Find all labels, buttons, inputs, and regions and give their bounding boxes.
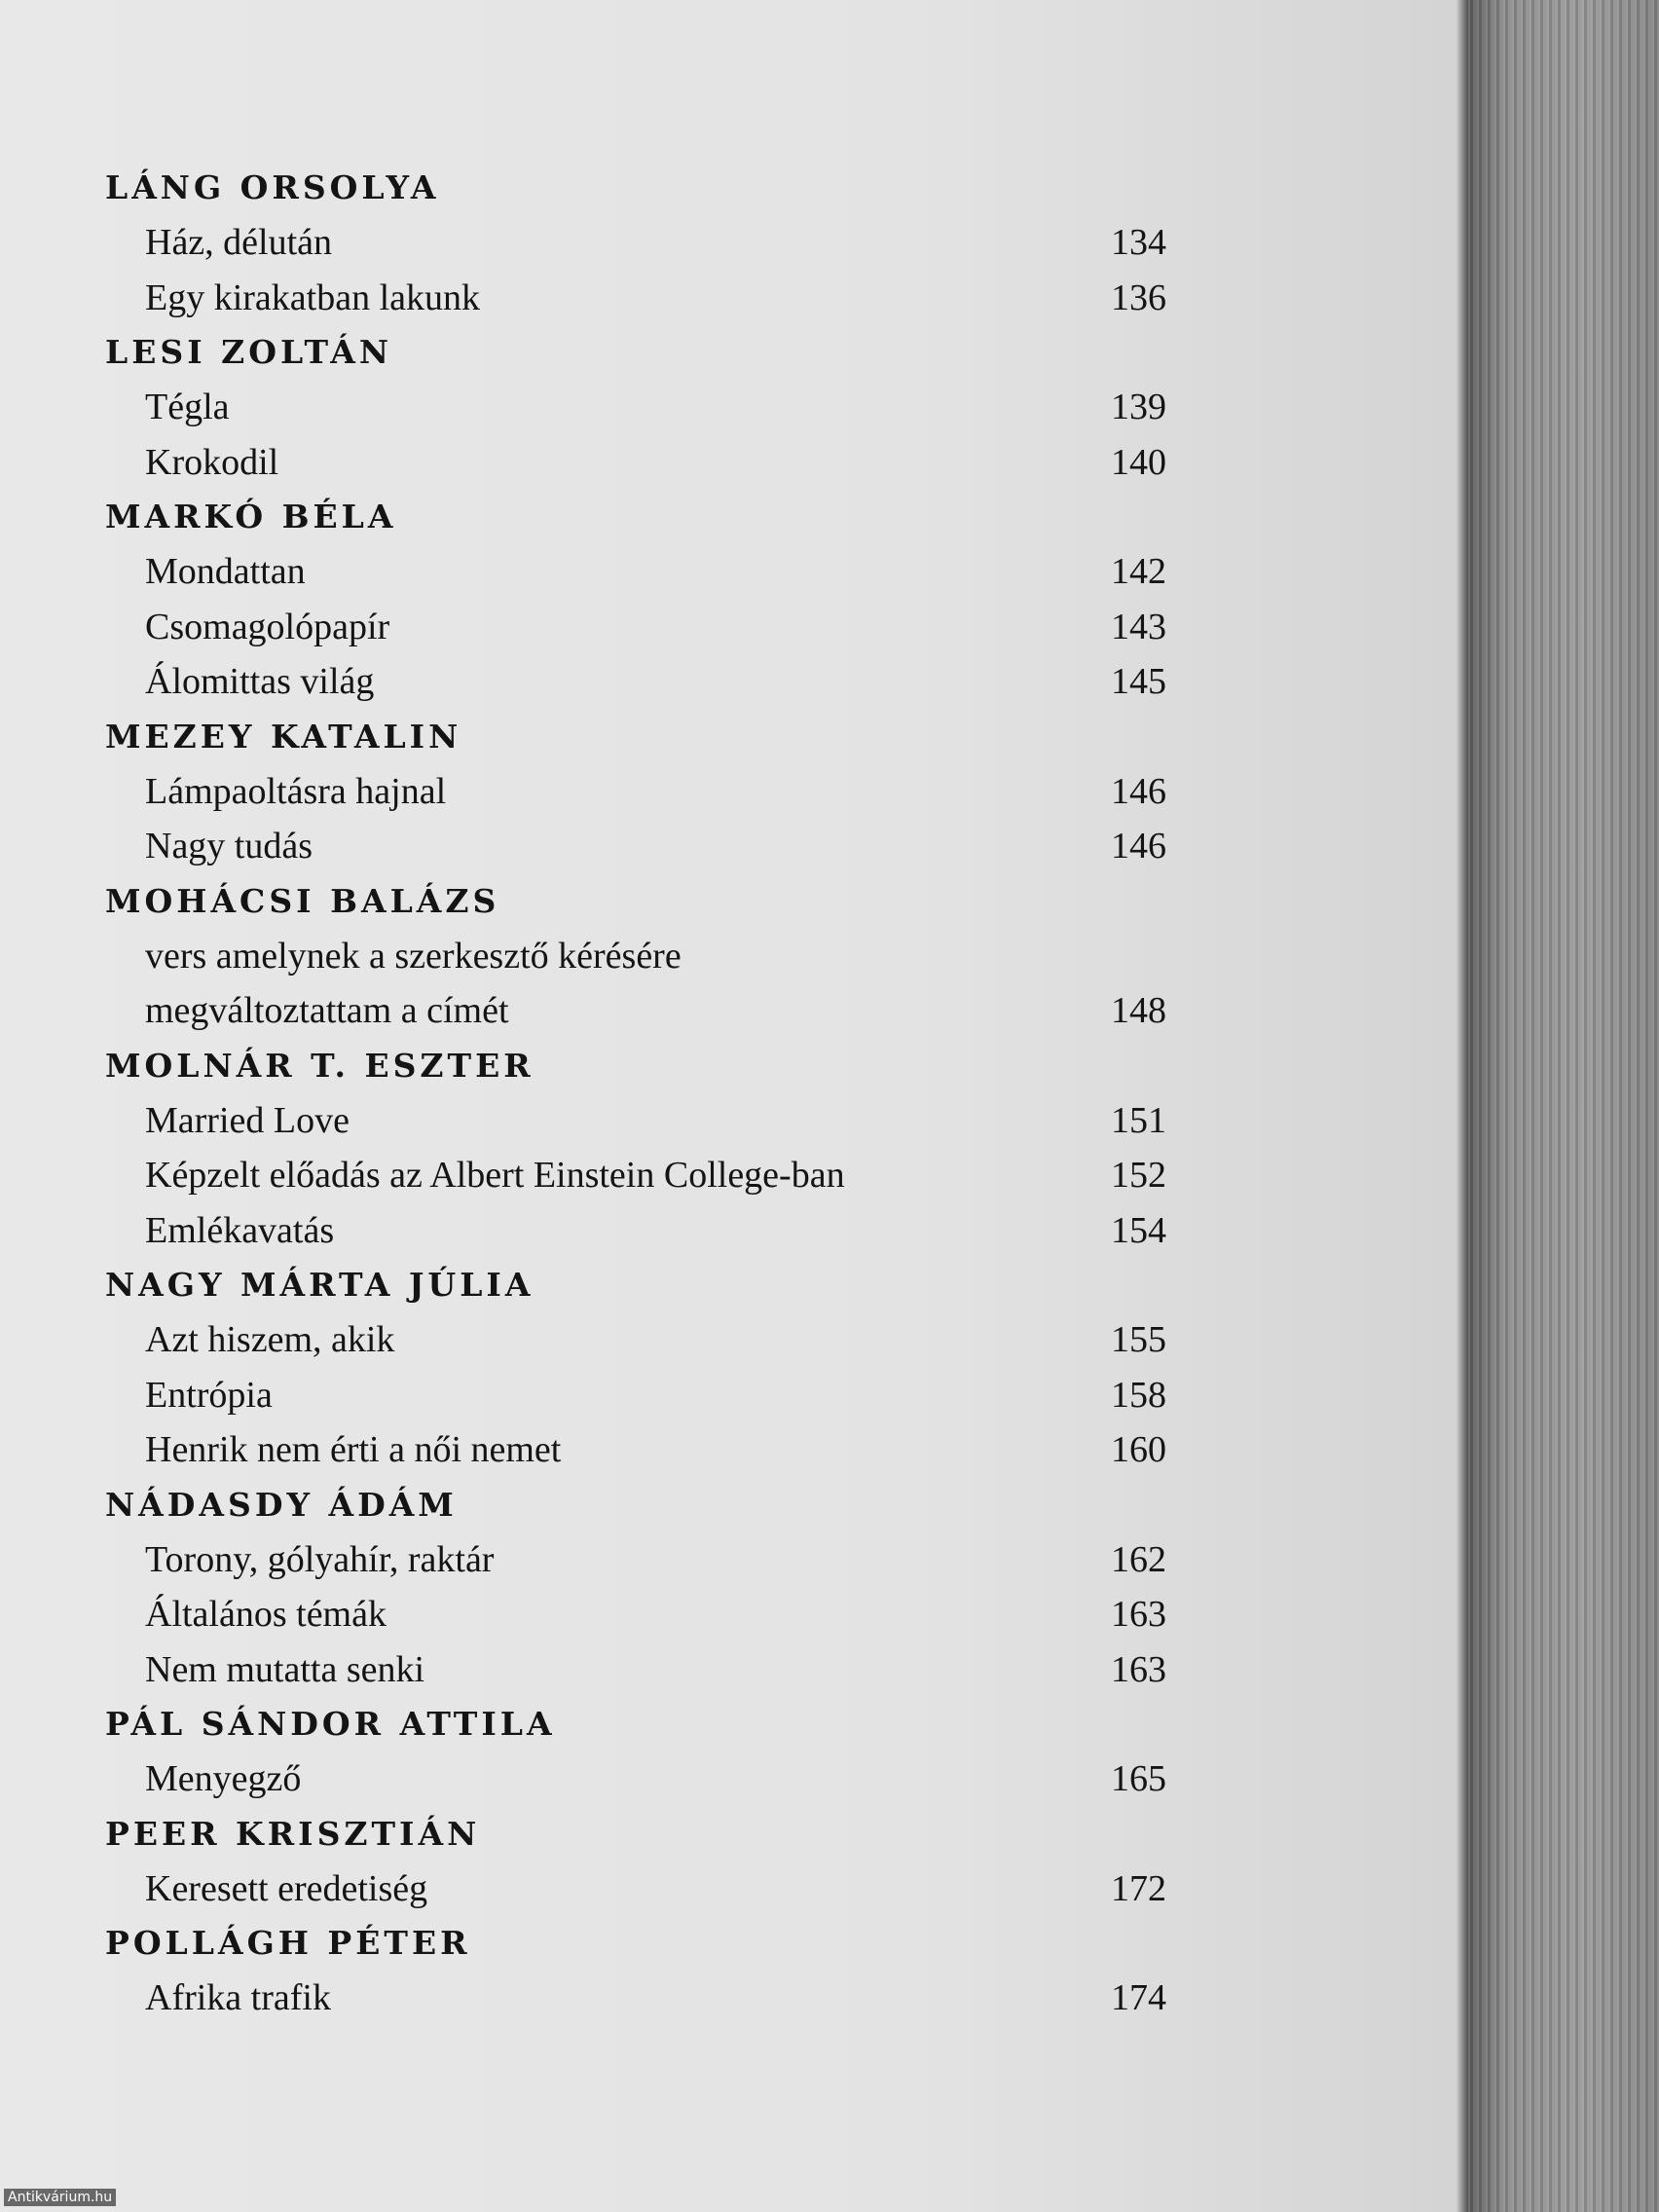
toc-entry <box>105 380 1166 435</box>
entry-title: Lámpaoltásra hajnal <box>145 770 447 812</box>
toc-entry <box>105 435 1166 491</box>
entry-title: vers amelynek a szerkesztő kérésére <box>145 935 682 977</box>
toc-entry <box>105 1148 1166 1203</box>
author-heading: NÁDASDY ÁDÁM <box>105 1485 458 1524</box>
entry-page-number: 142 <box>1111 551 1166 592</box>
toc-entry <box>105 983 1166 1039</box>
entry-title: Tégla <box>145 387 230 427</box>
entry-page-number: 174 <box>1111 1977 1166 2018</box>
entry-page-number: 163 <box>1111 1594 1166 1635</box>
author-heading: MOLNÁR T. ESZTER <box>105 1046 535 1085</box>
entry-page-number: 146 <box>1111 770 1166 812</box>
entry-page-number: 165 <box>1111 1758 1166 1799</box>
toc-entry <box>105 544 1166 600</box>
toc-entry <box>105 1203 1166 1259</box>
entry-page-number: 143 <box>1111 606 1166 647</box>
entry-page-number: 146 <box>1111 826 1166 866</box>
author-heading: LESI ZOLTÁN <box>105 333 392 371</box>
author-heading: POLLÁGH PÉTER <box>105 1924 471 1962</box>
table-of-contents <box>105 161 1166 2026</box>
entry-title: Menyegző <box>145 1758 302 1799</box>
entry-page-number: 172 <box>1111 1867 1166 1909</box>
toc-entry <box>105 764 1166 820</box>
entry-page-number: 163 <box>1111 1648 1166 1690</box>
toc-entry <box>105 1422 1166 1478</box>
entry-title: Ház, délután <box>145 222 333 263</box>
entry-title: Azt hiszem, akik <box>145 1319 395 1360</box>
entry-title: Mondattan <box>145 551 306 592</box>
entry-title: megváltoztattam a címét <box>145 990 509 1031</box>
toc-entry <box>105 1587 1166 1642</box>
entry-title: Keresett eredetiség <box>145 1867 428 1909</box>
entry-title: Álomittas világ <box>145 661 375 702</box>
book-spine-background <box>1468 0 1659 2212</box>
entry-page-number: 151 <box>1111 1099 1166 1141</box>
toc-entry <box>105 1751 1166 1807</box>
author-heading: MOHÁCSI BALÁZS <box>105 881 500 920</box>
entry-page-number: 145 <box>1111 661 1166 702</box>
entry-title: Csomagolópapír <box>145 606 390 647</box>
entry-page-number: 140 <box>1111 441 1166 483</box>
entry-title: Entrópia <box>145 1374 273 1416</box>
entry-title: Married Love <box>145 1099 350 1141</box>
toc-entry <box>105 1532 1166 1588</box>
entry-page-number: 148 <box>1111 990 1166 1031</box>
toc-entry <box>105 654 1166 710</box>
entry-page-number: 158 <box>1111 1374 1166 1416</box>
entry-title: Nem mutatta senki <box>145 1648 425 1690</box>
author-heading: PÁL SÁNDOR ATTILA <box>105 1705 556 1743</box>
entry-title: Torony, gólyahír, raktár <box>145 1538 495 1580</box>
toc-entry <box>105 215 1166 271</box>
toc-entry <box>105 271 1166 326</box>
entry-page-number: 160 <box>1111 1429 1166 1470</box>
entry-title: Általános témák <box>145 1594 387 1635</box>
entry-page-number: 139 <box>1111 387 1166 427</box>
entry-page-number: 162 <box>1111 1538 1166 1580</box>
entry-page-number: 136 <box>1111 276 1166 318</box>
entry-page-number: 152 <box>1111 1155 1166 1196</box>
toc-entry <box>105 1971 1166 2026</box>
author-heading: NAGY MÁRTA JÚLIA <box>105 1266 535 1304</box>
entry-page-number: 154 <box>1111 1209 1166 1251</box>
toc-entry <box>105 1368 1166 1423</box>
entry-title: Emlékavatás <box>145 1209 335 1251</box>
author-heading: MEZEY KATALIN <box>105 717 462 756</box>
entry-title: Nagy tudás <box>145 826 313 866</box>
author-heading: PEER KRISZTIÁN <box>105 1814 481 1853</box>
entry-title: Henrik nem érti a női nemet <box>145 1429 562 1470</box>
toc-entry <box>105 929 1166 984</box>
entry-title: Krokodil <box>145 441 279 483</box>
entry-title: Afrika trafik <box>145 1977 331 2018</box>
watermark-text: Antikvárium.hu <box>4 2189 116 2206</box>
toc-entry <box>105 1312 1166 1368</box>
author-heading: MARKÓ BÉLA <box>105 498 397 535</box>
toc-entry <box>105 819 1166 874</box>
entry-page-number: 134 <box>1111 222 1166 263</box>
entry-title: Egy kirakatban lakunk <box>145 276 481 318</box>
entry-title: Képzelt előadás az Albert Einstein College-ban <box>145 1155 845 1196</box>
toc-entry <box>105 1642 1166 1698</box>
toc-entry <box>105 600 1166 655</box>
author-heading: LÁNG ORSOLYA <box>105 168 440 206</box>
toc-entry <box>105 1862 1166 1917</box>
entry-page-number: 155 <box>1111 1319 1166 1360</box>
toc-entry <box>105 1093 1166 1149</box>
